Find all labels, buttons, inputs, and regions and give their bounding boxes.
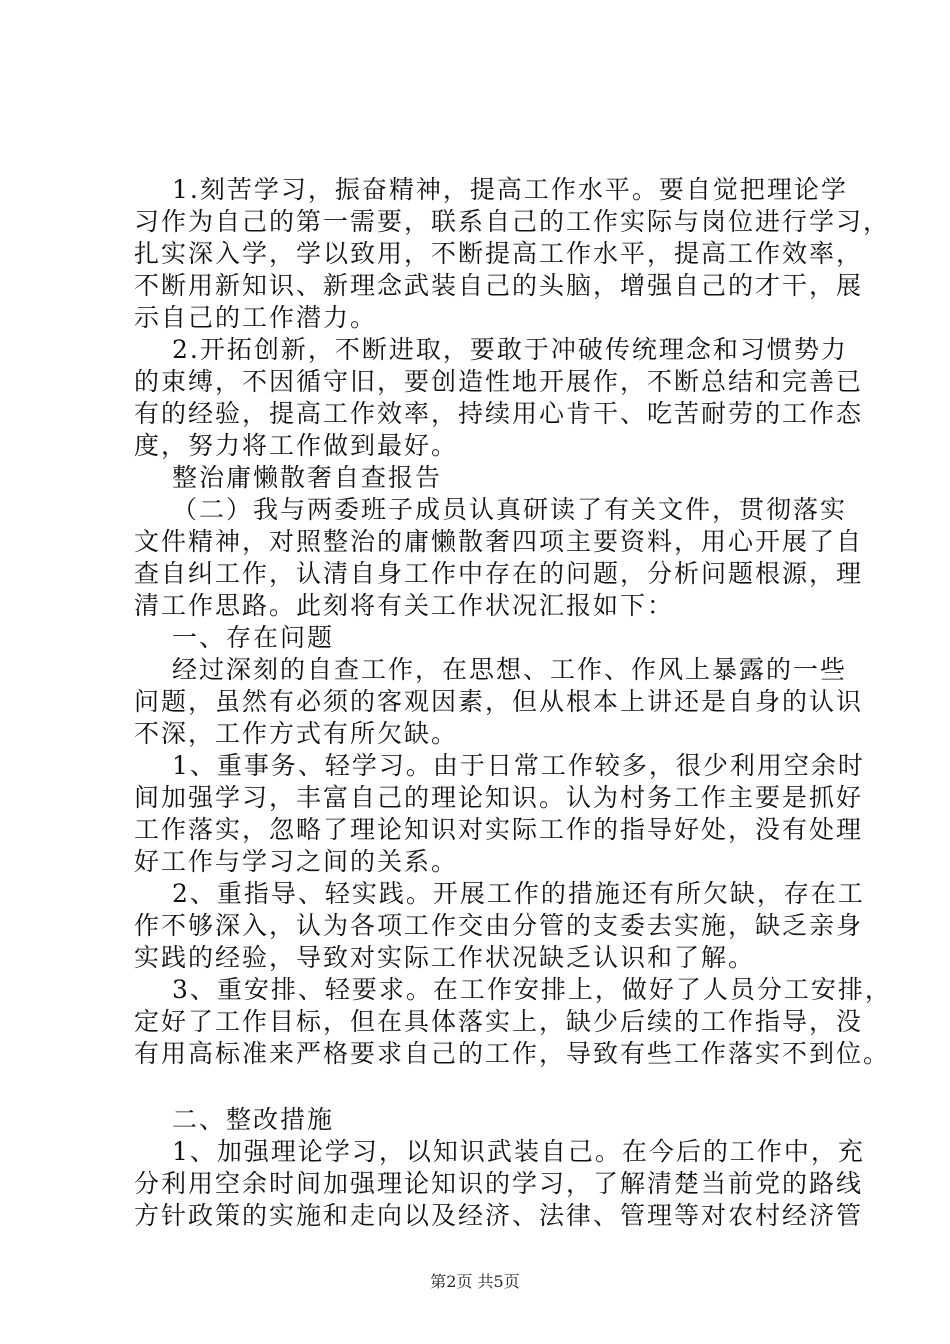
text-line: 1、重事务、轻学习。由于日常工作较多，很少利用空余时	[172, 751, 865, 780]
text-line: 度，努力将工作做到最好。	[134, 431, 459, 460]
text-line: 习作为自己的第一需要，联系自己的工作实际与岗位进行学习，	[134, 207, 891, 236]
text-line: 间加强学习，丰富自己的理论知识。认为村务工作主要是抓好	[134, 783, 864, 812]
text-line: 2、重指导、轻实践。开展工作的措施还有所欠缺，存在工	[172, 879, 865, 908]
text-line: 查自纠工作，认清自身工作中存在的问题，分析问题根源，理	[134, 559, 864, 588]
text-line: 定好了工作目标，但在具体落实上，缺少后续的工作指导，没	[134, 1007, 864, 1036]
section-heading: 二、整改措施	[172, 1105, 335, 1134]
text-line: 不深，工作方式有所欠缺。	[134, 719, 459, 748]
text-line: 作不够深入，认为各项工作交由分管的支委去实施，缺乏亲身	[134, 911, 864, 940]
text-line: 清工作思路。此刻将有关工作状况汇报如下：	[134, 591, 675, 620]
text-line: 1、加强理论学习，以知识武装自己。在今后的工作中，充	[172, 1137, 865, 1166]
text-line: 方针政策的实施和走向以及经济、法律、管理等对农村经济管	[134, 1201, 864, 1230]
text-line: 的束缚，不因循守旧，要创造性地开展作，不断总结和完善已	[134, 367, 864, 396]
text-line: 工作落实，忽略了理论知识对实际工作的指导好处，没有处理	[134, 815, 864, 844]
text-line: 经过深刻的自查工作，在思想、工作、作风上暴露的一些	[172, 655, 848, 684]
text-line: 有用高标准来严格要求自己的工作，导致有些工作落实不到位。	[134, 1039, 891, 1068]
text-line: 分利用空余时间加强理论知识的学习，了解清楚当前党的路线	[134, 1169, 864, 1198]
text-line: 问题，虽然有必须的客观因素，但从根本上讲还是自身的认识	[134, 687, 864, 716]
page-number-footer: 第2页 共5页	[430, 1272, 520, 1291]
text-line: 不断用新知识、新理念武装自己的头脑，增强自己的才干，展	[134, 271, 864, 300]
text-line: 2.开拓创新，不断进取，要敢于冲破传统理念和习惯势力	[172, 335, 848, 364]
text-line: （二）我与两委班子成员认真研读了有关文件，贯彻落实	[172, 495, 848, 524]
text-line: 好工作与学习之间的关系。	[134, 847, 459, 876]
text-line: 1.刻苦学习，振奋精神，提高工作水平。要自觉把理论学	[172, 175, 848, 204]
text-line: 实践的经验，导致对实际工作状况缺乏认识和了解。	[134, 943, 756, 972]
text-line: 扎实深入学，学以致用，不断提高工作水平，提高工作效率，	[134, 239, 864, 268]
section-heading: 一、存在问题	[172, 623, 335, 652]
text-line: 3、重安排、轻要求。在工作安排上，做好了人员分工安排，	[172, 975, 892, 1004]
text-line: 有的经验，提高工作效率，持续用心肯干、吃苦耐劳的工作态	[134, 399, 864, 428]
text-line: 示自己的工作潜力。	[134, 303, 378, 332]
text-line: 文件精神，对照整治的庸懒散奢四项主要资料，用心开展了自	[134, 527, 864, 556]
section-heading: 整治庸懒散奢自查报告	[172, 463, 443, 492]
